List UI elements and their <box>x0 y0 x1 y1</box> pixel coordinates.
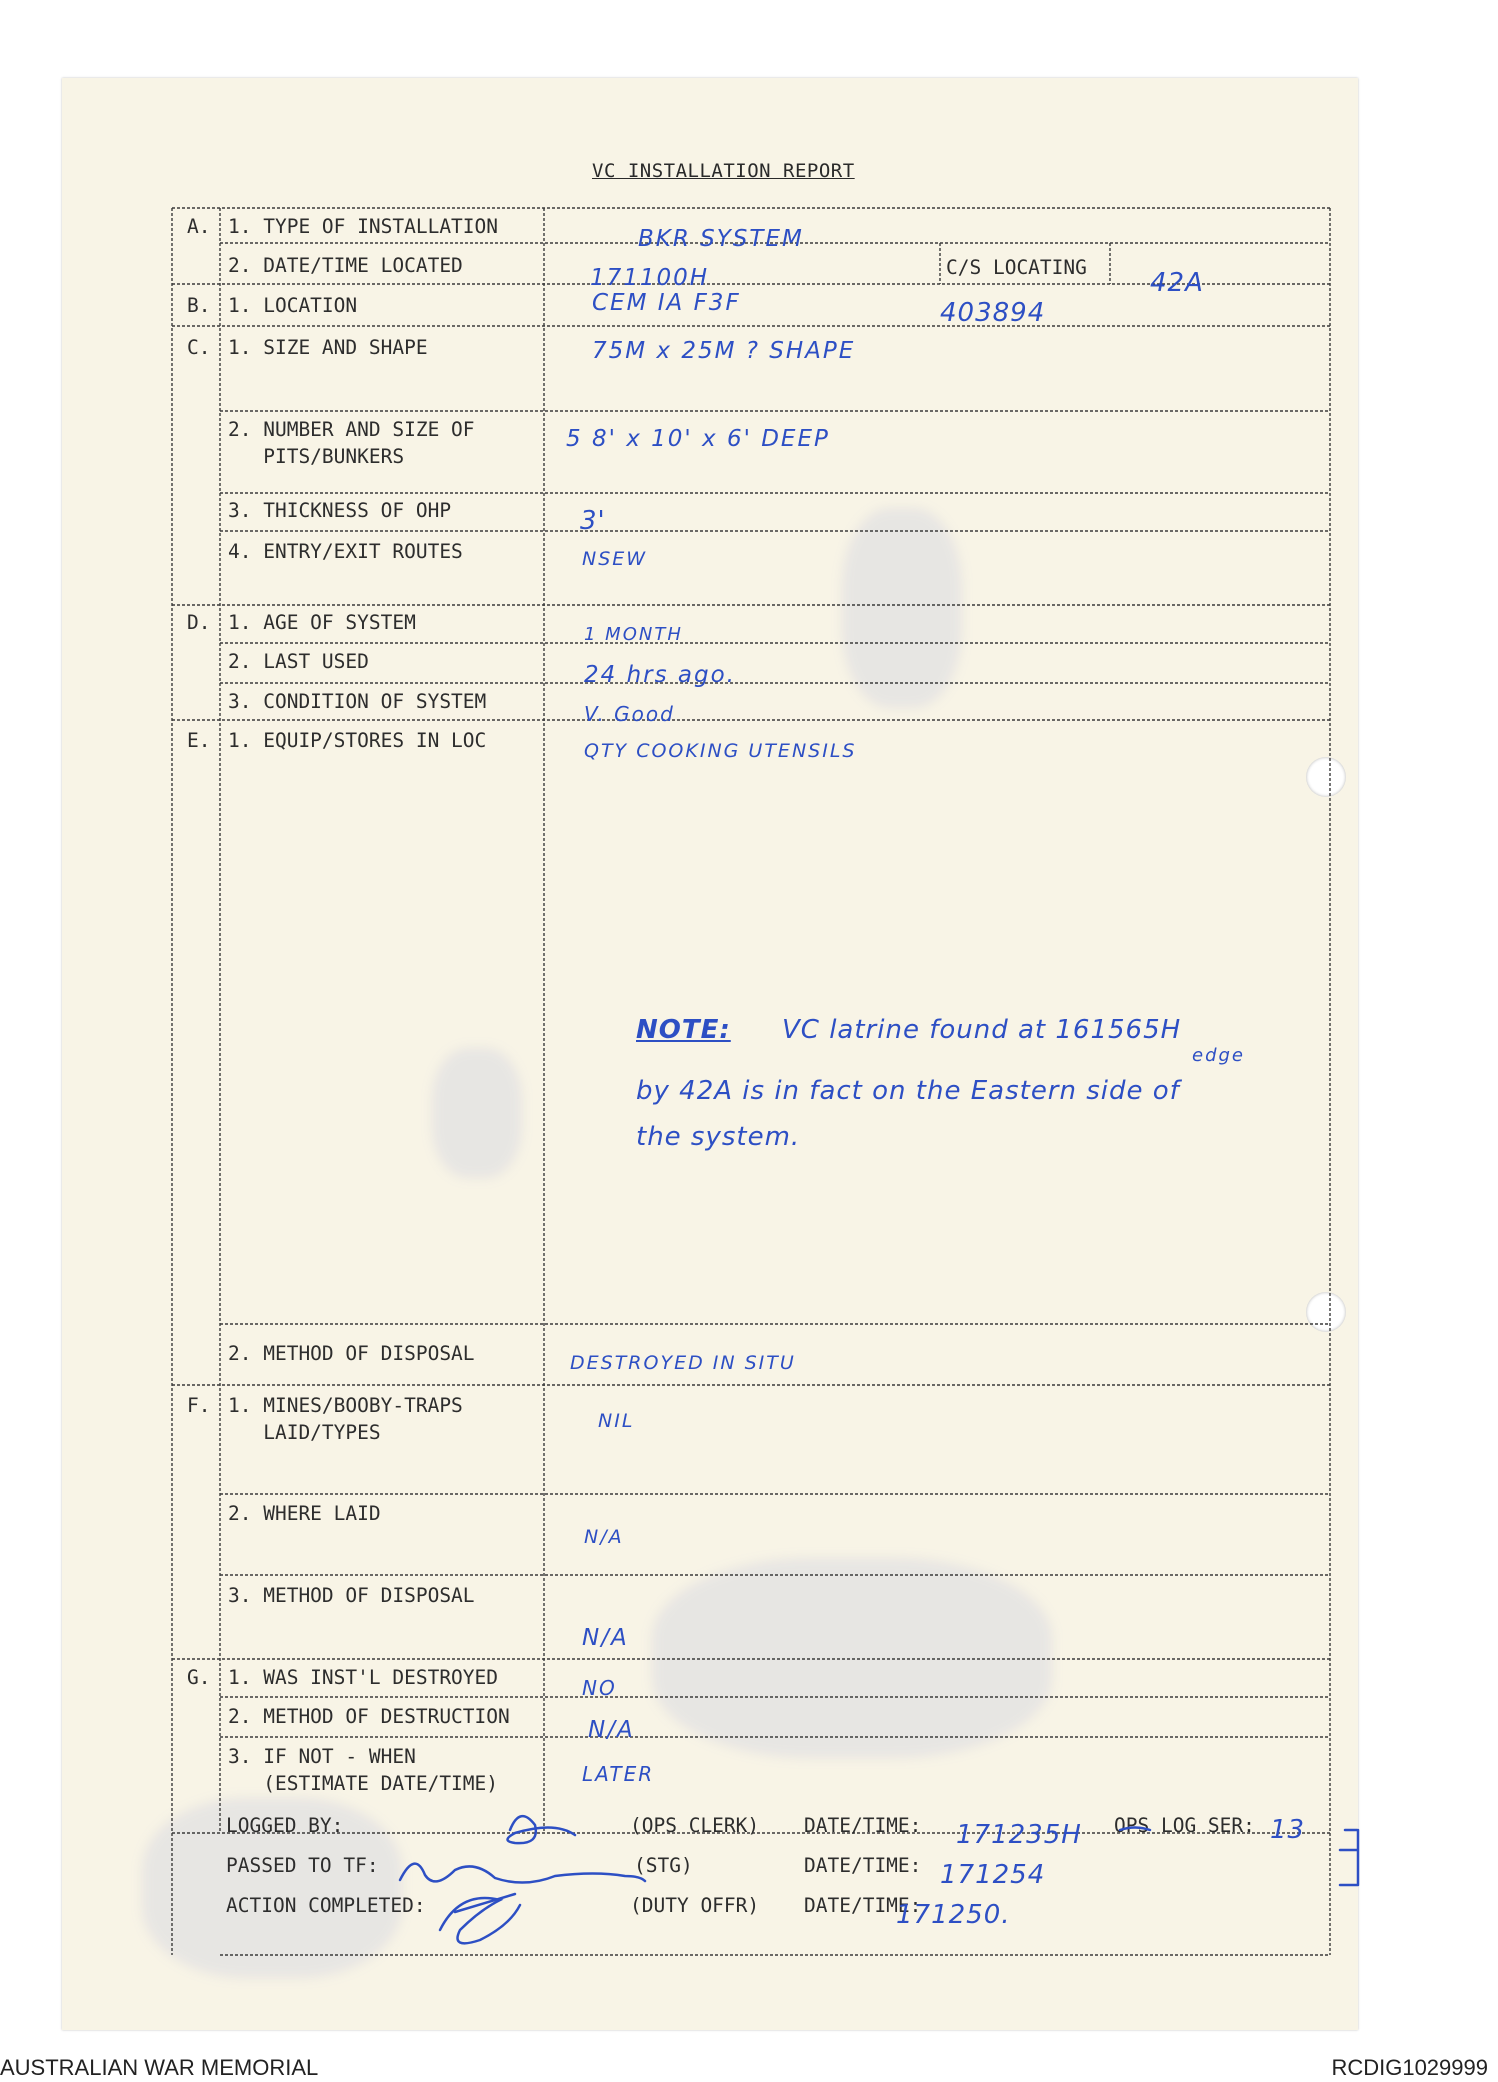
section-e: E. <box>187 729 211 752</box>
hw-if-not: LATER <box>582 1762 655 1786</box>
label-last-used: 2. LAST USED <box>228 650 369 673</box>
hw-datetime-1: 171235H <box>956 1820 1082 1850</box>
hw-ohp: 3' <box>580 506 606 536</box>
logged-by-signature <box>508 1816 576 1843</box>
label-location: 1. LOCATION <box>228 294 358 317</box>
hw-equip: QTY COOKING UTENSILS <box>584 740 857 762</box>
label-equip-stores: 1. EQUIP/STORES IN LOC <box>228 729 487 752</box>
section-f: F. <box>187 1394 211 1417</box>
footer-source: AUSTRALIAN WAR MEMORIAL <box>0 2055 319 2080</box>
hw-datetime-located: 171100H <box>590 265 710 291</box>
label-datetime-2: DATE/TIME: <box>804 1854 922 1877</box>
ser-bracket <box>1340 1830 1358 1885</box>
label-mines-booby-traps: 1. MINES/BOOBY-TRAPS LAID/TYPES <box>228 1394 463 1444</box>
label-datetime-3: DATE/TIME: <box>804 1894 922 1917</box>
label-size-and-shape: 1. SIZE AND SHAPE <box>228 336 428 359</box>
hw-routes: NSEW <box>582 548 648 570</box>
label-passed-to-tf: PASSED TO TF: <box>226 1854 379 1877</box>
label-e-method-disposal: 2. METHOD OF DISPOSAL <box>228 1342 475 1365</box>
label-condition: 3. CONDITION OF SYSTEM <box>228 690 487 713</box>
label-age-of-system: 1. AGE OF SYSTEM <box>228 611 416 634</box>
section-g: G. <box>187 1666 211 1689</box>
label-ops-log-ser: OPS LOG SER: <box>1114 1814 1255 1837</box>
hw-mines: NIL <box>598 1410 635 1432</box>
hw-e-disposal: DESTROYED IN SITU <box>570 1352 796 1374</box>
hw-note-line2: by 42A is in fact on the Eastern side of <box>636 1076 1180 1106</box>
hw-location-a: CEM IA F3F <box>592 290 741 316</box>
hw-size-shape: 75M x 25M ? SHAPE <box>592 338 856 364</box>
label-duty-offr: (DUTY OFFR) <box>630 1894 760 1917</box>
label-datetime-1: DATE/TIME: <box>804 1814 922 1837</box>
hw-pits: 5 8' x 10' x 6' DEEP <box>566 426 830 452</box>
label-where-laid: 2. WHERE LAID <box>228 1502 381 1525</box>
hw-destroyed: NO <box>582 1676 617 1700</box>
hw-cs-locating: 42A <box>1150 268 1204 298</box>
footer-id: RCDIG1029999 <box>1331 2055 1488 2080</box>
hw-type: BKR SYSTEM <box>638 226 804 252</box>
label-f-method-disposal: 3. METHOD OF DISPOSAL <box>228 1584 475 1607</box>
label-method-destruction: 2. METHOD OF DESTRUCTION <box>228 1705 510 1728</box>
section-d: D. <box>187 611 211 634</box>
scribble <box>1120 1828 1150 1831</box>
section-b: B. <box>187 294 211 317</box>
passed-to-signature <box>400 1864 645 1883</box>
label-stg: (STG) <box>634 1854 693 1877</box>
hw-note-line3: the system. <box>636 1122 801 1152</box>
label-ops-clerk: (OPS CLERK) <box>630 1814 760 1837</box>
hw-condition: V. Good <box>584 702 675 726</box>
section-c: C. <box>187 336 211 359</box>
hw-datetime-3: 171250. <box>896 1900 1011 1930</box>
hw-ser: 13 <box>1270 1815 1306 1845</box>
label-logged-by: LOGGED BY: <box>226 1814 344 1837</box>
label-if-not-when: 3. IF NOT - WHEN (ESTIMATE DATE/TIME) <box>228 1745 499 1795</box>
hw-method-destruction: N/A <box>588 1717 635 1743</box>
label-number-size-pits: 2. NUMBER AND SIZE OF PITS/BUNKERS <box>228 418 475 468</box>
label-was-destroyed: 1. WAS INST'L DESTROYED <box>228 1666 499 1689</box>
hw-datetime-2: 171254 <box>940 1860 1046 1890</box>
label-thickness-ohp: 3. THICKNESS OF OHP <box>228 499 452 522</box>
hw-last-used: 24 hrs ago. <box>584 662 736 688</box>
label-cs-locating: C/S LOCATING <box>946 256 1087 279</box>
label-type-of-installation: 1. TYPE OF INSTALLATION <box>228 215 499 238</box>
hw-note-line1: VC latrine found at 161565H <box>782 1015 1182 1045</box>
section-a: A. <box>187 215 211 238</box>
hw-note-label: NOTE: <box>636 1015 731 1045</box>
label-date-time-located: 2. DATE/TIME LOCATED <box>228 254 463 277</box>
hw-age: 1 MONTH <box>584 624 683 645</box>
report-title: VC INSTALLATION REPORT <box>592 160 855 182</box>
hw-location-b: 403894 <box>940 298 1046 328</box>
hw-where-laid: N/A <box>584 1526 624 1548</box>
label-entry-exit-routes: 4. ENTRY/EXIT ROUTES <box>228 540 463 563</box>
hw-note-edge: edge <box>1192 1045 1245 1066</box>
hw-f-disposal: N/A <box>582 1625 629 1651</box>
label-action-completed: ACTION COMPLETED: <box>226 1894 426 1917</box>
